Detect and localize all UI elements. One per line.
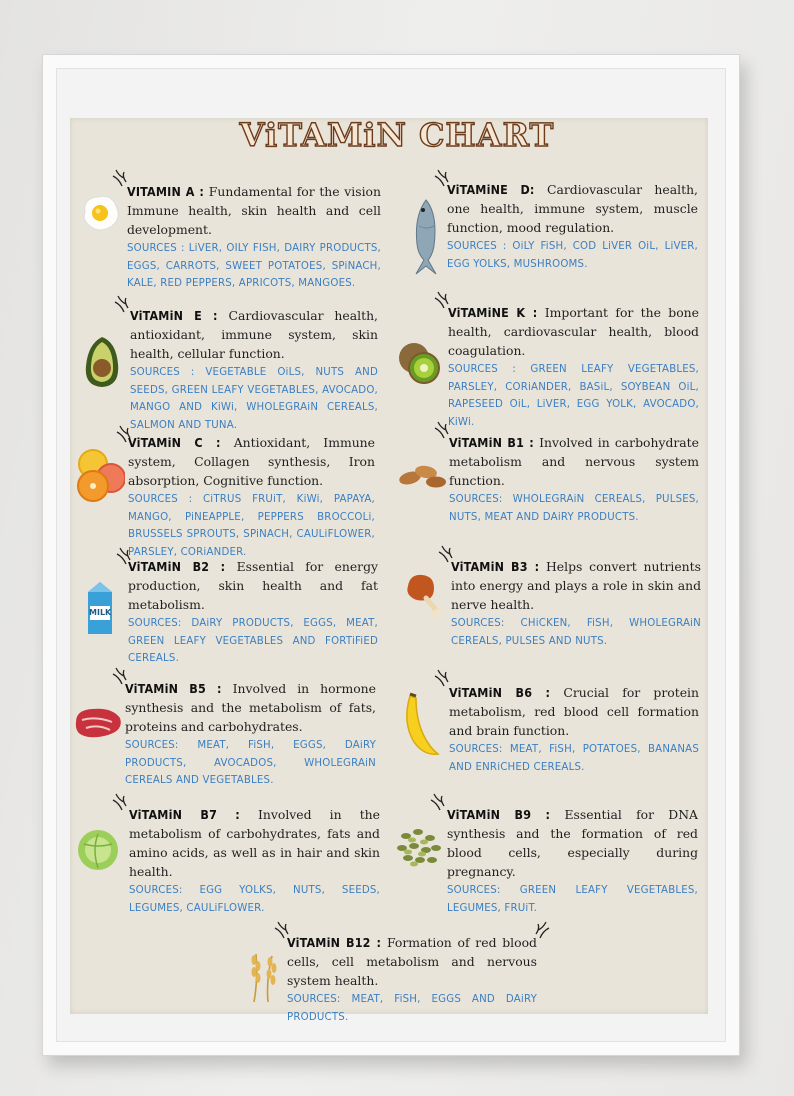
kiwi-icon — [396, 340, 442, 386]
fried-egg-icon — [80, 192, 122, 234]
wheat-icon — [244, 950, 280, 1004]
sparkle-icon — [110, 792, 130, 812]
vitamin-sources: SOURCES: MEAT, FiSH, EGGS, DAiRY PRODUCTS, AVOCADOS, WHOLEGRAiN CEREALS AND VEGETABLES. — [125, 740, 376, 786]
vitamin-description: Formation of red blood cells, cell metabolism and nervous system health. — [287, 935, 537, 988]
vitamin-sources: SOURCES : OiLY FiSH, COD LiVER OiL, LiVER, EGG YOLKS, MUSHROOMS. — [447, 241, 698, 270]
vitamin-name: ViTAMiN C : — [128, 435, 221, 450]
chicken-leg-icon — [404, 572, 446, 618]
vitamin-sources: SOURCES : CiTRUS FRUiT, KiWi, PAPAYA, MANGO, PiNEAPPLE, PEPPERS BROCCOLi, BRUSSELS SPROUTS, SPiNACH, CAULiFLOWER, PARSLEY, CORiANDER. — [128, 494, 375, 558]
vitamin-sources: SOURCES: CHiCKEN, FiSH, WHOLEGRAiN CEREALS, PULSES AND NUTS. — [451, 618, 701, 647]
vitamin-b2-entry — [128, 557, 378, 668]
vitamin-description: Involved in the metabolism of carbohydrates, fats and amino acids, as well as in hair and skin health. — [129, 807, 380, 879]
vitamin-description: Cardiovascular health, one health, immune system, muscle function, mood regulation. — [447, 182, 698, 235]
milk-label: MILK — [89, 608, 112, 617]
vitamin-description: Essential for DNA synthesis and the formation of red blood cells, especially during pregnancy. — [447, 807, 698, 879]
vitamin-name: ViTAMiN B12 : — [287, 935, 382, 950]
steak-icon — [72, 704, 124, 740]
vitamin-name: ViTAMiN B1 : — [449, 435, 534, 450]
vitamin-name: ViTAMiN B6 : — [449, 685, 551, 700]
vitamin-name: ViTAMiN B2 : — [128, 559, 226, 574]
vitamin-b5-entry — [125, 679, 376, 790]
vitamin-sources: SOURCES: MEAT, FiSH, POTATOES, BANANAS AND ENRiCHED CEREALS. — [449, 744, 699, 773]
vitamin-description: Involved in carbohydrate metabolism and nervous system function. — [449, 435, 699, 488]
vitamin-b12-entry — [287, 933, 537, 1026]
vitamin-b1-entry — [449, 433, 699, 526]
vitamin-sources: SOURCES: DAiRY PRODUCTS, EGGS, MEAT, GREEN LEAFY VEGETABLES AND FORTiFiED CEREALS. — [128, 618, 378, 664]
banana-icon — [400, 692, 442, 760]
cabbage-icon — [76, 828, 120, 872]
vitamin-b3-entry — [451, 557, 701, 650]
vitamin-sources: SOURCES: EGG YOLKS, NUTS, SEEDS, LEGUMES, CAULiFLOWER. — [129, 885, 380, 914]
vitamin-description: Essential for energy production, skin health and fat metabolism. — [128, 559, 379, 612]
seeds-icon — [394, 822, 444, 872]
vitamin-name: ViTAMiN B5 : — [125, 681, 222, 696]
vitamin-name: ViTAMiNE D: — [447, 182, 535, 197]
vitamin-description: Helps convert nutrients into energy and plays a role in skin and nerve health. — [451, 559, 701, 612]
vitamin-sources: SOURCES: GREEN LEAFY VEGETABLES, LEGUMES, FRUiT. — [447, 885, 698, 914]
citrus-icon — [73, 448, 125, 504]
vitamin-name: ViTAMiN B9 : — [447, 807, 551, 822]
vitamin-sources: SOURCES: MEAT, FiSH, EGGS AND DAiRY PRODUCTS. — [287, 994, 537, 1023]
vitamin-b7-entry — [129, 805, 380, 917]
page-title: ViTAMiN CHART — [239, 116, 555, 154]
vitamin-description: Cardiovascular health, antioxidant, immune system, skin health, cellular function. — [130, 308, 378, 361]
vitamin-description: Antioxidant, Immune system, Collagen synthesis, Iron absorption, Cognitive function. — [128, 435, 375, 488]
fish-icon — [410, 196, 442, 276]
vitamin-sources: SOURCES : VEGETABLE OiLS, NUTS AND SEEDS, GREEN LEAFY VEGETABLES, AVOCADO, MANGO AND KiWi, WHOLEGRAiN CEREALS, SALMON AND TUNA. — [130, 367, 378, 431]
vitamin-d-entry — [447, 180, 698, 273]
vitamin-name: ViTAMiN E : — [130, 308, 218, 323]
vitamin-a-entry — [127, 182, 381, 293]
vitamin-b6-entry — [449, 683, 699, 776]
vitamin-sources: SOURCES : LiVER, OILY FISH, DAIRY PRODUCTS, EGGS, CARROTS, SWEET POTATOES, SPiNACH, KALE, RED PEPPERS, APRICOTS, MANGOES. — [127, 243, 381, 289]
vitamin-name: ViTAMiN B7 : — [129, 807, 240, 822]
milk-carton-icon — [84, 580, 116, 635]
vitamin-k-entry — [448, 303, 699, 431]
vitamin-description: Crucial for protein metabolism, red blood cell formation and brain function. — [449, 685, 699, 738]
nuts-icon — [396, 460, 448, 490]
vitamin-sources: SOURCES : GREEN LEAFY VEGETABLES, PARSLEY, CORiANDER, BASiL, SOYBEAN OiL, RAPESEED OiL, LiVER, EGG YOLK, AVOCADO, KiWi. — [448, 364, 699, 428]
vitamin-sources: SOURCES: WHOLEGRAiN CEREALS, PULSES, NUTS, MEAT AND DAiRY PRODUCTS. — [449, 494, 699, 523]
vitamin-name: ViTAMiN B3 : — [451, 559, 540, 574]
vitamin-name: VITAMIN A : — [127, 184, 205, 199]
vitamin-name: ViTAMiNE K : — [448, 305, 538, 320]
avocado-icon — [80, 334, 124, 390]
vitamin-b9-entry — [447, 805, 698, 917]
sparkle-icon — [428, 792, 448, 812]
vitamin-e-entry — [130, 306, 378, 434]
vitamin-c-entry — [128, 433, 375, 561]
sparkle-icon — [112, 294, 132, 314]
vitamin-description: Involved in hormone synthesis and the metabolism of fats, proteins and carbohydrates. — [125, 681, 376, 734]
vitamin-description: Fundamental for the vision Immune health, skin health and cell development. — [127, 184, 382, 237]
vitamin-description: Important for the bone health, cardiovascular health, blood coagulation. — [448, 305, 699, 358]
